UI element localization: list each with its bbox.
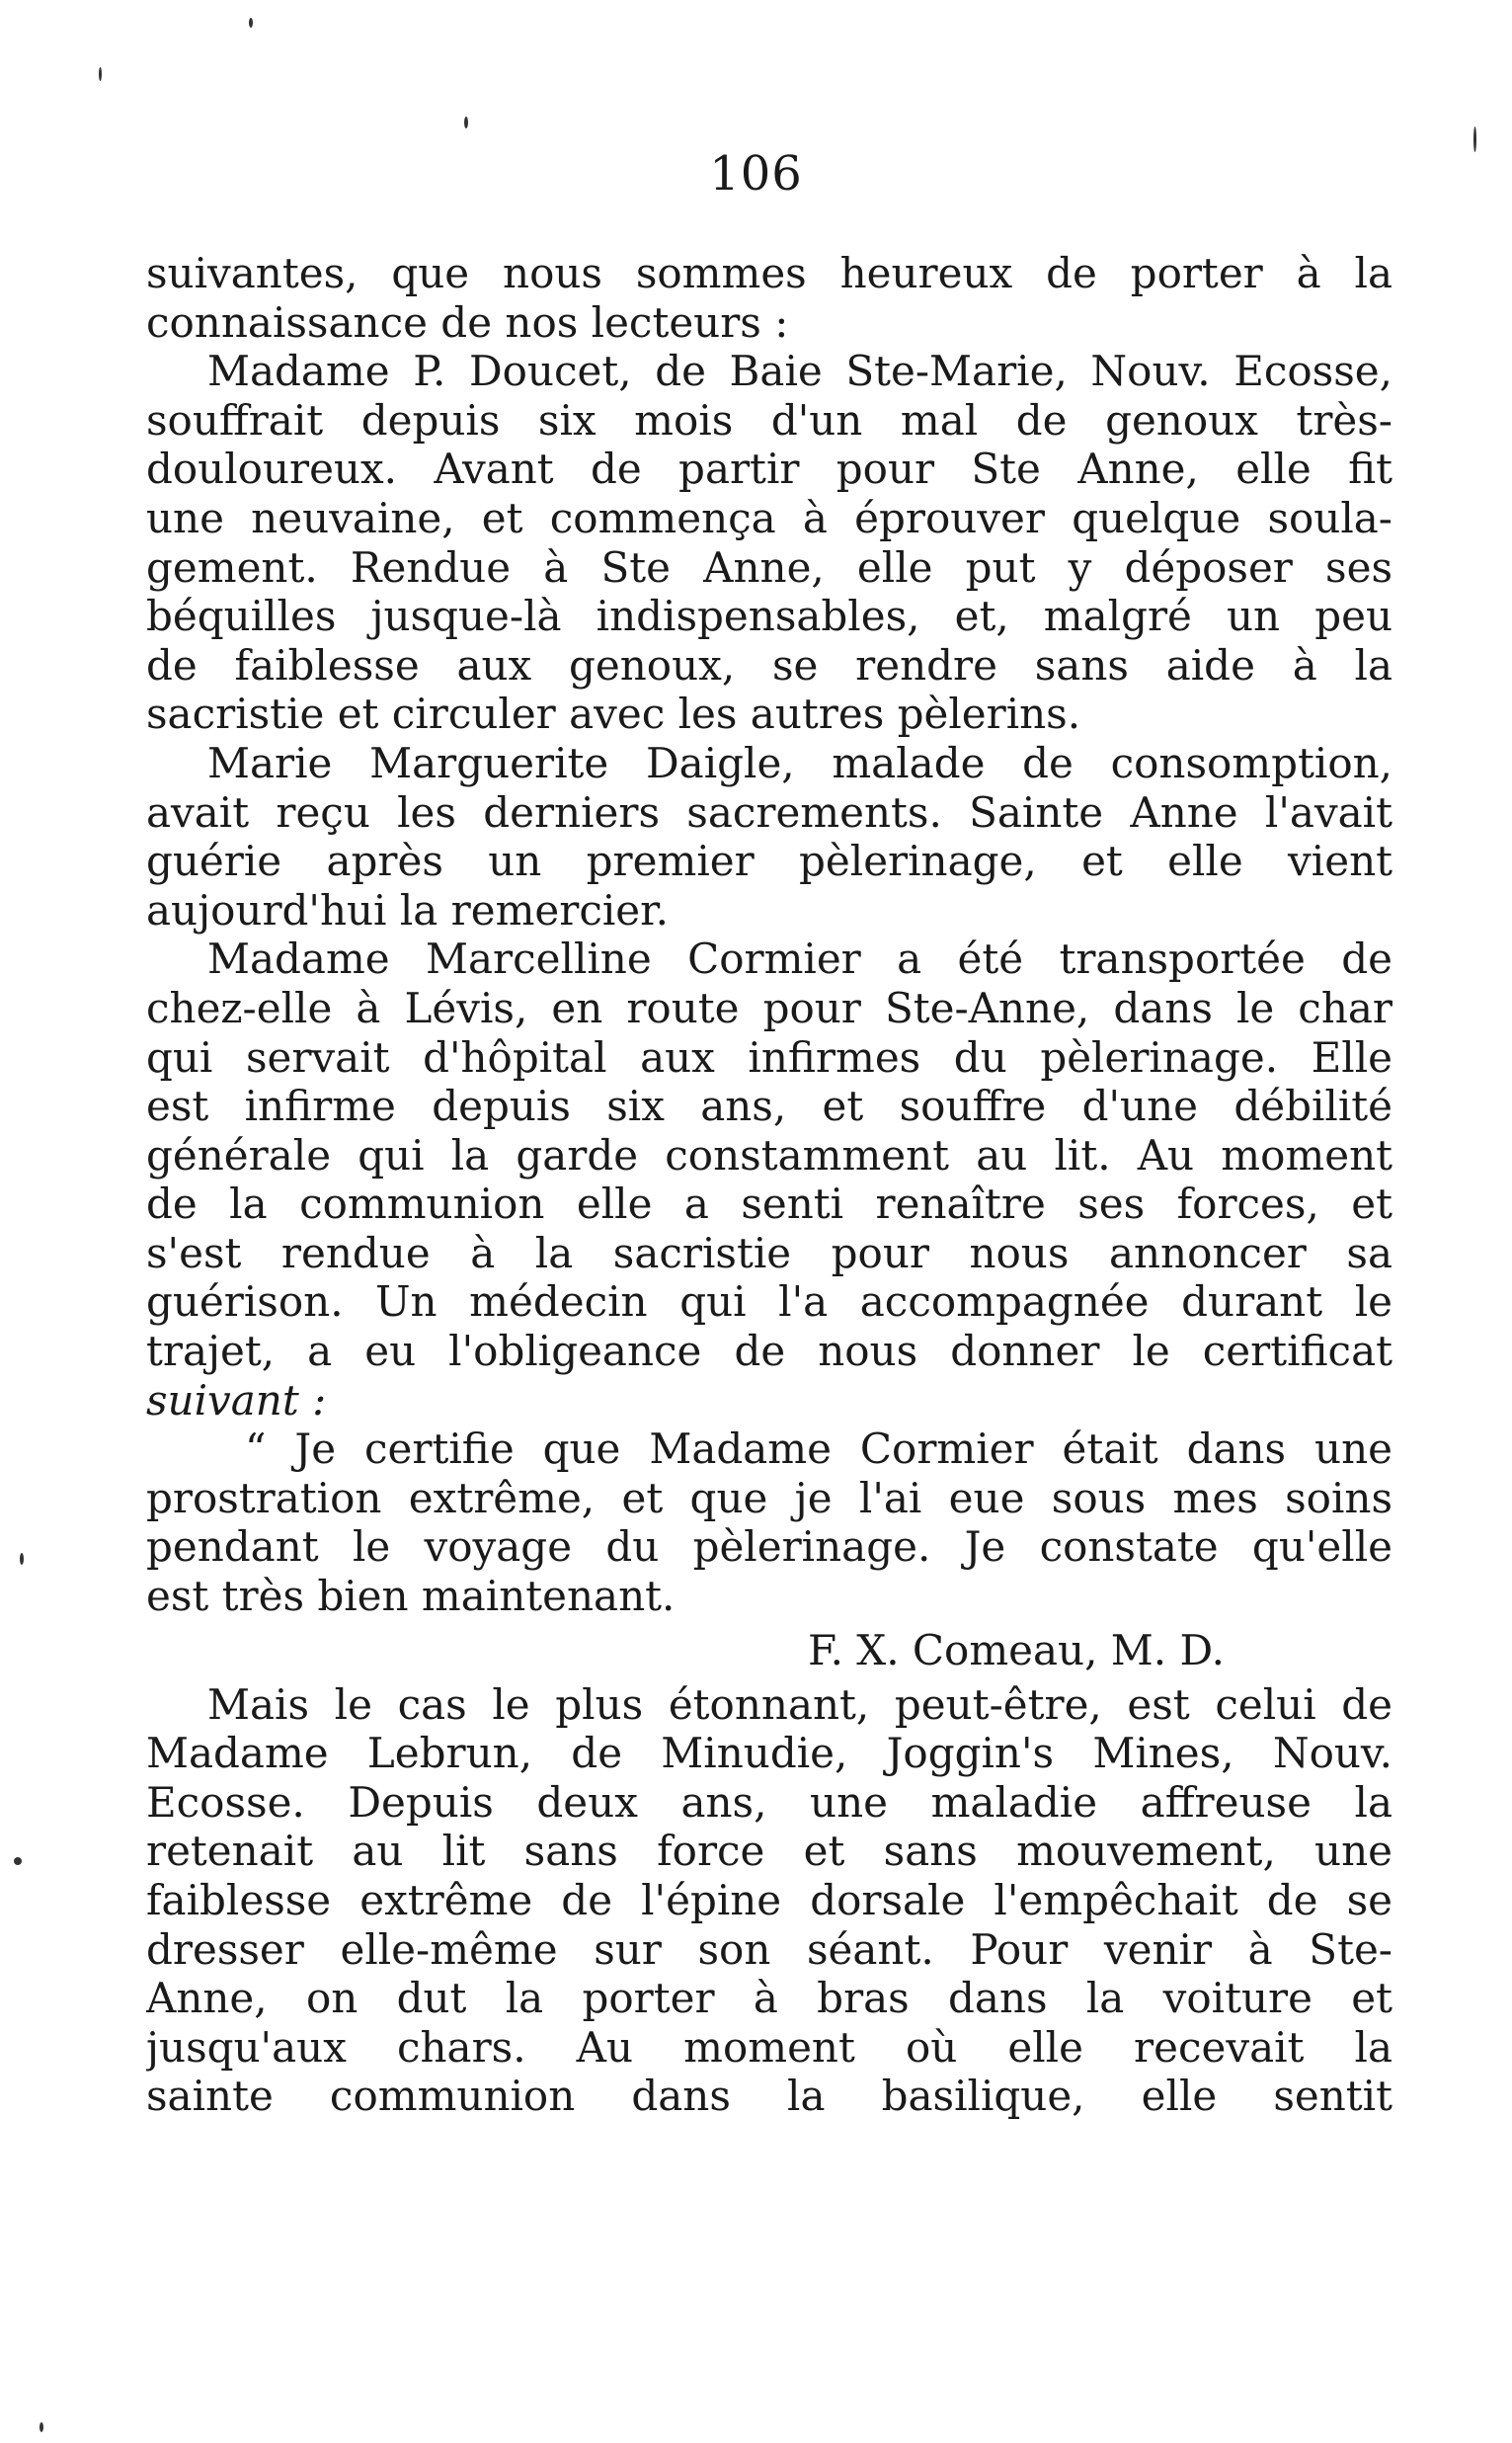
text-line: souffrait depuis six mois d'un mal de genoux très- <box>146 395 1393 445</box>
print-speck <box>99 67 102 81</box>
text-line: chez-elle à Lévis, en route pour Ste-Anne, dans le char <box>146 983 1393 1032</box>
text-line: retenait au lit sans force et sans mouvement, une <box>146 1827 1393 1876</box>
text-line: avait reçu les derniers sacrements. Sainte Anne l'avait <box>146 787 1393 837</box>
text-line: une neuvaine, et commença à éprouver quelque soula- <box>146 493 1393 542</box>
print-speck <box>14 1857 22 1865</box>
text-line: faiblesse extrême de l'épine dorsale l'empêchait de se <box>146 1876 1393 1924</box>
text-line: sainte communion dans la basilique, elle sentit <box>146 2072 1393 2121</box>
text-line: sacristie et circuler avec les autres pèlerins. <box>146 690 1081 739</box>
text-line: gement. Rendue à Ste Anne, elle put y déposer ses <box>146 542 1393 592</box>
text-line: Ecosse. Depuis deux ans, une maladie affreuse la <box>146 1777 1393 1827</box>
text-line: Madame Lebrun, de Minudie, Joggin's Mines, Nouv. <box>146 1729 1393 1778</box>
text-line: Madame Marcelline Cormier a été transportée de <box>207 935 1393 984</box>
text-line: est très bien maintenant. <box>146 1572 676 1621</box>
text-line: douloureux. Avant de partir pour Ste Anne, elle fit <box>146 445 1393 494</box>
text-line: Marie Marguerite Daigle, malade de consomption, <box>207 738 1393 787</box>
print-speck <box>40 2422 43 2432</box>
text-line: Madame P. Doucet, de Baie Ste-Marie, Nouv. Ecosse, <box>207 347 1393 396</box>
body-text <box>146 249 1393 2121</box>
text-line: de faiblesse aux genoux, se rendre sans aide à la <box>146 640 1393 690</box>
text-line: “ Je certifie que Madame Cormier était dans une <box>245 1425 1393 1474</box>
text-line: aujourd'hui la remercier. <box>146 885 669 935</box>
text-line: qui servait d'hôpital aux infirmes du pèlerinage. Elle <box>146 1032 1393 1082</box>
print-speck <box>464 117 468 128</box>
text-line: est infirme depuis six ans, et souffre d'une débilité <box>146 1082 1393 1131</box>
text-line: s'est rendue à la sacristie pour nous annoncer sa <box>146 1228 1393 1277</box>
signature-line: F. X. Comeau, M. D. <box>808 1625 1226 1674</box>
text-line: dresser elle-même sur son séant. Pour venir à Ste- <box>146 1924 1393 1974</box>
text-line: suivant : <box>146 1375 327 1425</box>
print-speck <box>249 18 253 28</box>
text-line: béquilles jusque-là indispensables, et, malgré un peu <box>146 592 1393 641</box>
print-speck <box>20 1553 24 1565</box>
text-line: trajet, a eu l'obligeance de nous donner le certificat <box>146 1327 1393 1376</box>
text-line: guérison. Un médecin qui l'a accompagnée durant le <box>146 1277 1393 1327</box>
text-line: générale qui la garde constamment au lit. Au moment <box>146 1130 1393 1180</box>
text-line: pendant le voyage du pèlerinage. Je constate qu'elle <box>146 1522 1393 1572</box>
text-line: jusqu'aux chars. Au moment où elle recevait la <box>146 2022 1393 2072</box>
text-line: prostration extrême, et que je l'ai eue sous mes soins <box>146 1473 1393 1522</box>
text-line: de la communion elle a senti renaître ses forces, et <box>146 1180 1393 1229</box>
text-line: suivantes, que nous sommes heureux de porter à la <box>146 249 1393 297</box>
text-line: Mais le cas le plus étonnant, peut-être, est celui de <box>207 1679 1393 1729</box>
page-number: 106 <box>709 146 803 202</box>
text-line: guérie après un premier pèlerinage, et elle vient <box>146 837 1393 886</box>
text-line: connaissance de nos lecteurs : <box>146 297 789 347</box>
text-line: Anne, on dut la porter à bras dans la voiture et <box>146 1974 1393 2023</box>
